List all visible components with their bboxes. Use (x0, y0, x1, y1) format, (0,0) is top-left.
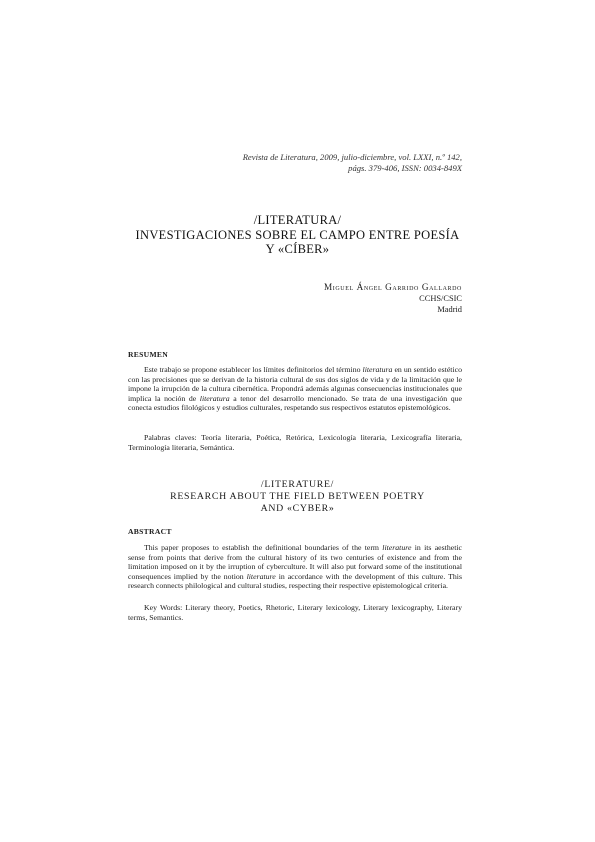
spanish-title-line-3: Y «CÍBER» (265, 242, 330, 256)
abstract-text-2: in its aesthetic sense from points that derive from the cultural history of its two centuries of existence and from the limitation imposed on it by the irruption of cyberculture. It will also put forward some of the institutional consequences implied by the notion (128, 543, 462, 581)
author-block (200, 282, 462, 315)
spanish-title-line-1: /LITERATURA/ (253, 213, 342, 227)
author-institution: CCHS/CSIC (419, 294, 462, 303)
resumen-text-3: a tenor del desarrollo mencionado. Se trata de una investigación que conecta estudios filológicos y estudios culturales, respetando sus respectivos estatutos epistemológicos. (128, 393, 462, 413)
english-title (100, 479, 495, 515)
abstract-keywords: Key Words: Literary theory, Poetics, Rhetoric, Literary lexicology, Literary lexicography, Literary terms, Semantics. (128, 603, 462, 622)
resumen-text-1: Este trabajo se propone establecer los límites definitorios del término (144, 365, 363, 374)
citation-line-2: págs. 379-406, ISSN: 0034-849X (348, 163, 462, 173)
resumen-heading: RESUMEN (128, 350, 169, 359)
resumen-text-2: en un sentido estético con las precisiones que se derivan de la historia cultural de sus dos siglos de vida y de la limitación que le impone la irrupción de la cultura cibernética. Propondrá además algunas consecuencias institucionales que implica la noción de (128, 365, 462, 403)
abstract-text-1: This paper proposes to establish the definitional boundaries of the term (144, 543, 383, 552)
author-name: Miguel Ángel Garrido Gallardo (323, 282, 462, 292)
abstract-text-3: in accordance with the development of this culture. This research connects philological and cultural studies, respecting their respective epistemological criteria. (128, 571, 462, 591)
english-title-line-2: RESEARCH ABOUT THE FIELD BETWEEN POETRY (170, 491, 425, 502)
abstract-term-1: literature (382, 543, 412, 552)
english-title-line-3: AND «CYBER» (260, 503, 335, 514)
author-city: Madrid (437, 305, 462, 314)
citation-line-1: Revista de Literatura, 2009, julio-diciembre, vol. LXXI, n.º 142, (242, 152, 462, 162)
resumen-term-2: literatura (199, 393, 230, 403)
spanish-title-line-2: INVESTIGACIONES SOBRE EL CAMPO ENTRE POESÍA (135, 227, 460, 242)
resumen-term-1: literatura (362, 365, 393, 374)
spanish-title (100, 213, 495, 257)
abstract-heading: ABSTRACT (128, 527, 172, 536)
resumen-paragraph (128, 365, 462, 413)
abstract-paragraph (128, 543, 462, 591)
abstract-term-2: literature (246, 571, 276, 581)
resumen-keywords: Palabras claves: Teoría literaria, Poética, Retórica, Lexicología literaria, Lexicografía literaria, Terminología literaria, Semántica. (128, 433, 462, 452)
citation (120, 152, 462, 174)
english-title-line-1: /LITERATURE/ (260, 479, 335, 490)
